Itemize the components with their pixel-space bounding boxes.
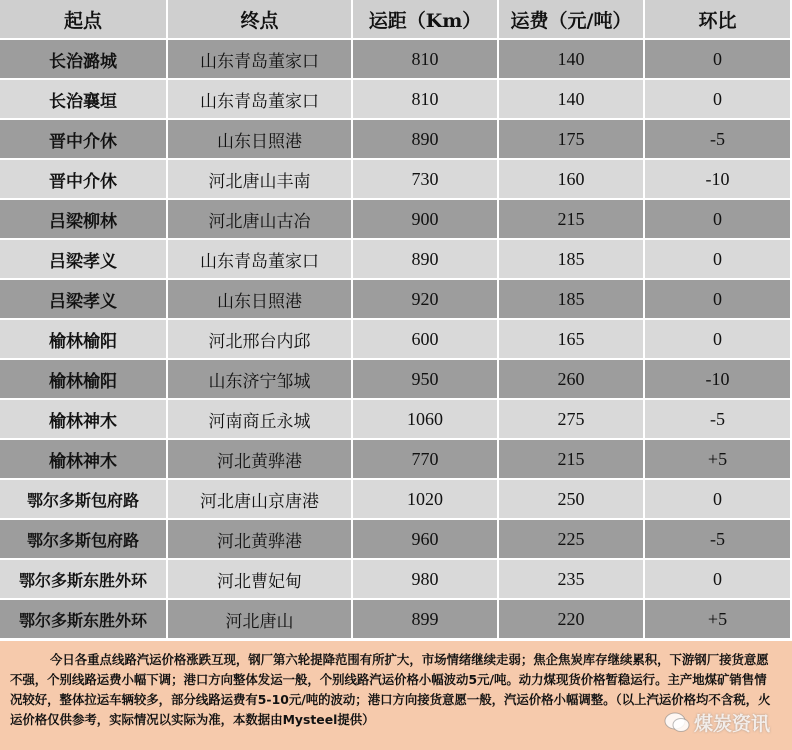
cell-distance: 1020 [353, 480, 499, 520]
cell-origin: 晋中介休 [0, 160, 168, 200]
cell-change: +5 [645, 600, 792, 640]
cell-origin: 长治襄垣 [0, 80, 168, 120]
cell-change: 0 [645, 80, 792, 120]
cell-change: 0 [645, 200, 792, 240]
cell-destination: 河北曹妃甸 [168, 560, 353, 600]
cell-fare: 275 [499, 400, 645, 440]
table-row [0, 40, 792, 80]
table-row [0, 360, 792, 400]
cell-distance: 1060 [353, 400, 499, 440]
cell-destination: 河北唐山 [168, 600, 353, 640]
table-row [0, 80, 792, 120]
table-row [0, 560, 792, 600]
table-header-row [0, 0, 792, 40]
header-change: 环比 [645, 0, 792, 40]
table-row [0, 320, 792, 360]
table-row [0, 600, 792, 640]
cell-change: 0 [645, 560, 792, 600]
cell-change: -10 [645, 360, 792, 400]
table-row [0, 160, 792, 200]
market-note [0, 641, 792, 750]
cell-origin: 吕梁柳林 [0, 200, 168, 240]
chat-bubble-icon [664, 712, 690, 734]
table-row [0, 480, 792, 520]
cell-fare: 220 [499, 600, 645, 640]
cell-distance: 600 [353, 320, 499, 360]
cell-distance: 770 [353, 440, 499, 480]
cell-fare: 235 [499, 560, 645, 600]
cell-distance: 980 [353, 560, 499, 600]
cell-distance: 960 [353, 520, 499, 560]
cell-destination: 河北邢台内邱 [168, 320, 353, 360]
table-body [0, 40, 792, 640]
cell-destination: 山东青岛董家口 [168, 40, 353, 80]
cell-distance: 810 [353, 40, 499, 80]
cell-destination: 山东青岛董家口 [168, 80, 353, 120]
cell-destination: 河北唐山丰南 [168, 160, 353, 200]
cell-change: 0 [645, 40, 792, 80]
cell-change: -5 [645, 400, 792, 440]
cell-fare: 260 [499, 360, 645, 400]
cell-origin: 榆林神木 [0, 400, 168, 440]
cell-origin: 吕梁孝义 [0, 240, 168, 280]
cell-origin: 鄂尔多斯东胜外环 [0, 600, 168, 640]
cell-distance: 900 [353, 200, 499, 240]
cell-distance: 920 [353, 280, 499, 320]
table-row [0, 240, 792, 280]
cell-change: 0 [645, 240, 792, 280]
cell-destination: 河北唐山古冶 [168, 200, 353, 240]
cell-fare: 215 [499, 440, 645, 480]
cell-destination: 河北唐山京唐港 [168, 480, 353, 520]
cell-origin: 晋中介休 [0, 120, 168, 160]
cell-origin: 榆林榆阳 [0, 360, 168, 400]
cell-change: -10 [645, 160, 792, 200]
cell-origin: 榆林榆阳 [0, 320, 168, 360]
cell-destination: 河北黄骅港 [168, 520, 353, 560]
cell-fare: 165 [499, 320, 645, 360]
cell-destination: 山东青岛董家口 [168, 240, 353, 280]
cell-change: -5 [645, 520, 792, 560]
watermark [664, 709, 770, 736]
cell-fare: 140 [499, 80, 645, 120]
cell-fare: 175 [499, 120, 645, 160]
cell-origin: 长治潞城 [0, 40, 168, 80]
cell-destination: 山东日照港 [168, 280, 353, 320]
table-row [0, 520, 792, 560]
cell-origin: 榆林神木 [0, 440, 168, 480]
cell-change: -5 [645, 120, 792, 160]
cell-change: 0 [645, 280, 792, 320]
cell-distance: 890 [353, 120, 499, 160]
header-distance: 运距（Km） [353, 0, 499, 40]
cell-origin: 吕梁孝义 [0, 280, 168, 320]
cell-fare: 185 [499, 240, 645, 280]
cell-change: +5 [645, 440, 792, 480]
table-row [0, 120, 792, 160]
cell-distance: 899 [353, 600, 499, 640]
cell-distance: 730 [353, 160, 499, 200]
cell-fare: 250 [499, 480, 645, 520]
header-destination: 终点 [168, 0, 353, 40]
cell-distance: 950 [353, 360, 499, 400]
cell-destination: 山东济宁邹城 [168, 360, 353, 400]
table-row [0, 400, 792, 440]
cell-fare: 215 [499, 200, 645, 240]
cell-fare: 185 [499, 280, 645, 320]
watermark-text: 煤炭资讯 [693, 713, 770, 735]
table-row [0, 280, 792, 320]
cell-origin: 鄂尔多斯包府路 [0, 520, 168, 560]
cell-change: 0 [645, 320, 792, 360]
cell-fare: 160 [499, 160, 645, 200]
cell-origin: 鄂尔多斯东胜外环 [0, 560, 168, 600]
cell-distance: 810 [353, 80, 499, 120]
cell-fare: 225 [499, 520, 645, 560]
cell-destination: 河南商丘永城 [168, 400, 353, 440]
header-origin: 起点 [0, 0, 168, 40]
header-fare: 运费（元/吨） [499, 0, 645, 40]
cell-fare: 140 [499, 40, 645, 80]
market-note-text: 今日各重点线路汽运价格涨跌互现，钢厂第六轮提降范围有所扩大，市场情绪继续走弱；焦企焦炭库存继续累积，下游钢厂接货意愿不强，个别线路运费小幅下调；港口方向整体发运一般，个别线路汽运价格小幅波动5元/吨。动力煤现货价格暂稳运行。主产地煤矿销售情况较好，整体拉运车辆较多，部分线路运费有5-10元/吨的波动；港口方向接货意愿一般，汽运价格小幅调整。（以上汽运价格均不含税，火运价格仅供参考，实际情况以实际为准，本数据由Mysteel提供） [10, 652, 771, 727]
table-row [0, 200, 792, 240]
table-row [0, 440, 792, 480]
cell-origin: 鄂尔多斯包府路 [0, 480, 168, 520]
cell-change: 0 [645, 480, 792, 520]
cell-destination: 河北黄骅港 [168, 440, 353, 480]
cell-distance: 890 [353, 240, 499, 280]
cell-destination: 山东日照港 [168, 120, 353, 160]
